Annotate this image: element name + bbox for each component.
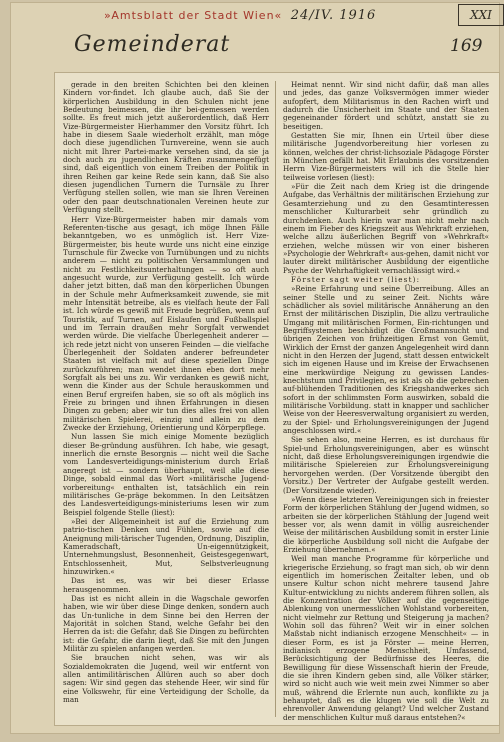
paragraph: Herr Vize-Bürgermeister haben mir damals vom Referenten-tische aus gesagt, ich möge Ihnen Fälle bekanntgeben, wo es unmöglich ist. Herr Vize-Bürgermeister, bis heute wurde uns nicht eine einzige Turnschule für Zwecke von Turnübungen und zu nichts anderem — nicht zu politischen Versammlungen und nicht zu Festlichkeitsunterhaltungen — so oft auch angesucht wurde, zur Verfügung gestellt. Ich würde daher jetzt bitten, daß man den körperlichen Übungen in der Schule mehr Aufmerksamkeit zuwende, sie mit mehr Intensität betreibe, als es vielfach heute der Fall ist. Ich würde es gewiß mit Freude begrüßen, wenn auf Touristik, auf Turnen, auf Eislaufen und Fußballspiel und im Terrain draußen mehr Sorgfalt verwendet werden würde. Die vielfache Überlegenheit anderer — ich rede jetzt nicht von unseren Feinden — die vielfache Überlegenheit der Soldaten anderer befreundeter Staaten ist vielfach mit auf diese speziellen Dinge zurückzuführen; man wendet ihnen eben dort mehr Sorgfalt als bei uns zu. Wir verdanken es gewiß nicht, wenn die Kinder aus der Schule herauskommen und einen Beruf ergreifen haben, sie so oft als möglich ins Freie zu bringen und ihnen Erfahrungen in diesen Dingen zu geben; aber wir tun dies alles frei von allen militärischen Spielerei, einzig und allein zu dem Zwecke der Erziehung, Orientierung und Körperpflege. xyxy=(63,214,269,433)
column-divider xyxy=(275,81,276,717)
paragraph: Das ist es nicht allein in die Wagschale geworfen haben, wie wir über diese Dinge denken, sondern auch das Un-tunliche in dem Sinne bei den Herren der Majorität in solchen Stand, welche Gefahr bei den Herren da ist: die Gefahr, daß Sie Dingen zu befürchten ist: die Gefahr, die darin liegt, daß Sie mit den Jungen Militär zu spielen anfangen werden. xyxy=(63,593,269,654)
archive-sheet xyxy=(10,2,500,734)
source-stamp-text: »Amtsblatt der Stadt Wien« xyxy=(104,9,283,22)
paragraph: Förster sagt weiter (liest): xyxy=(291,274,421,284)
handwritten-date: 24/IV. 1916 xyxy=(290,8,377,23)
source-stamp xyxy=(104,8,424,22)
paragraph: Sie brauchen nicht sehen, was wir als Sozialdemokraten die Jugend, weil wir entfernt von allen antimilitärischen Allüren auch so aber doch sagen: Wir sind gegen das stehende Heer, wir sind für eine Volkswehr, für eine Verteidigung der Scholle, da man xyxy=(63,653,269,705)
paragraph: Weil man manche Programme für körperliche und kriegerische Erziehung, so fragt man sich, ob wir denn eigentlich im homerischen Zeitalter leben, und ob unsere Kultur schon nicht mehrere tausend Jahre Kultur-entwicklung zu nichts anderem führen sollen, als die Konzentration der Völker auf die gegenseitige Ablenkung von unermesslichen Wohlstand vorbereiten, nicht vielmehr zur Rettung und Steigerung ja machen? Wohin soll das führen? Weit wir in einer solchen Maßstab nicht indianisch erzogene Menschheit« — in dieser Form, es ist ja Förster — meine Herren, indianisch erzogene Menschheit, Umfassend, Berücksichtigung der Bedürfnisse des Heeres, die Bewilligung für diese Wissenschaft hierin der Freude, die sie ihren Kindern geben sind, alle Völker stärker, wird so nicht auch wie weit mein zwei Nimmer so aber muß, während die Erlernte nun auch, konflikte zu ja behauptet, daß es die klugen wie soll die Welt zu ehrenvoller Anwendung gelangt? Und welcher Zustand der menschlichen Kultur muß daraus entstehen?« xyxy=(283,554,489,722)
text-column-right xyxy=(283,80,489,722)
handwritten-page-number: 169 xyxy=(450,36,483,56)
archive-number-box: XXI xyxy=(458,4,504,26)
paragraph: Heimat nennt. Wir sind nicht dafür, daß man alles und jedes, das ganze Volksvermögen immer wieder aufopfert, dem Militarismus in den Rachen wirft und dadurch die Unsicherheit im Staate und der Staaten gegeneinander fördert und schützt, anstatt sie zu beseitigen. xyxy=(283,80,489,131)
text-column-left xyxy=(63,81,269,717)
quote-paragraph: »Bei der Allgemeinheit ist auf die Erziehung zum patrio-tischen Denken und Fühlen, sowie auf die Aneignung mili-tärischer Tugenden, Ordnung, Disziplin, Kameradschaft, Un-eigennützigkeit, Unternehmungslust, Besonnenheit, Geistesgegenwart, Entschlossenheit, Mut, Selbstverleugnung hinzuwirken.« xyxy=(63,516,269,576)
paragraph: Das ist es, was wir bei dieser Erlasse herausgenommen. xyxy=(63,576,269,594)
paragraph: Gestatten Sie mir, Ihnen ein Urteil über diese militärische Jugendvorbereitung hier vorlesen zu können, welches der christ-lichsoziale Pädagoge Förster in München gefällt hat. Mit Erlaubnis des vorsitzenden Herrn Vize-Bürgermeisters will ich die Stelle hier teilweise vorlesen (liest): xyxy=(283,131,489,182)
handwritten-title: Gemeinderat xyxy=(74,32,231,57)
paragraph: Sie sehen also, meine Herren, es ist durchaus für Spiel-und Erholungsvereinigungen, aber es wünscht nicht, daß diese Erholungsvereinigungen irgendwie die militärische Spielereien zur Erholungsvereinigung hervorgehen werden. (Der Vorsitzende übergibt den Vorsitz.) Der Vertreter der Aufgabe gestellt werden. (Der Vorsitzende wieder). xyxy=(283,435,489,495)
paragraph: Nun lassen Sie mich einige Momente bezüglich dieser Be-gründung ausführen. Ich habe, wie gesagt, innerlich die ernste Besorgnis — nicht weil die Sache vom Landesverteidigungs-ministerium durch Erlaß angeregt ist — sondern überhaupt, weil alle diese Dinge, sobald einmal das Wort »militärische Jugend-vorbereitung« enthalten ist, tatsächlich ein rein militärisches Ge-präge bekommen. In den Leitsätzen des Landesverteidigungs-ministeriums lesen wir zum Beispiel folgende Stelle (liest): xyxy=(63,432,269,517)
quote-paragraph: »Reine Erfahrung und seine Überreibung. Alles an seiner Stelle und zu seiner Zeit. Nichts wäre schädlicher als soviel militärische Annäherung an den Ernst der militärischen Disziplin, Die allzu vertrauliche Umgang mit militärischen Formen, Ein-richtungen und Begriffsystemen beschädigt die Großmannsucht und übrigen Zeichen von frühzeitigen Ernst von Gemüt, Wirklich der Ernst der ganzen Angelegenheit wird dann nicht in den Herzen der Jugend, statt dessen entwickelt sich im eigenen Hause und im Kreise der Erwachsenen eine merkwürdige Neigung zu gewissen Landes-knechtstum und Privilegien, es ist als ob die gebrechen auf-blühenden Traditionen des Kriegshandwerkes sich sofort in der schlimmsten Form auswirken, sobald die militärische Vorbildung. statt in knapper und sachlicher Weise von der Heeresverwaltung organisiert zu werden, zu der Spiel- und Erholungsvereinigungen der Jugend angeschlossen wird.« xyxy=(283,284,489,436)
paragraph: gerade in den breiten Schichten bei den kleinen Kindern vor-findet. Ich glaube auch, daß Sie der körperlichen Ausbildung in den Schulen nicht jene Bedeutung beimessen, die ihr bei-gemessen werden sollte. Es freut mich jetzt außerordentlich, daß Herr Vize-Bürgermeister Hierhammer den Vorsitz führt. Ich habe in diesem Saale wiederholt erzählt, man möge doch diese jugendlichen Turnvereine, wenn sie auch nicht mit Ihrer Partei-marke versehen sind, da sie ja doch auch zu jugendlichen Kräften zusammengefügt sind, daß eigentlich von einem Treiben der Politik in ihren Reihen gar keine Rede sein kann, daß Sie also diesen jugendlichen Turnern die Turnsäle zu Ihrer Verfügung stellen sollen, wie man sie Ihren Vereinen oder den paar deutschnationalen Vereinen heute zur Verfügung stellt. xyxy=(63,80,269,215)
quote-paragraph: »Für die Zeit nach dem Krieg ist die dringende Aufgabe, das Verhältnis der militärischen Erziehung zur Gesamterziehung und zu den Gesamtinteressen menschlicher Kulturarbeit sehr gründlich zu durchdenken. Auch hierin war man nicht mehr nach einem im Fieber des Kriegszeit aus Wehrkraft erziehen, welche allzu äußerlichen Begriff von »Wehrkraft« erziehen, welche müssen wir von einer bisheren »Psychologie der Wehrkraft« aus-gehen, damit nicht vor lauter direkt militärischer Ausbildung der eigentliche Psyche der Wehrhaftigkeit vernachlässigt wird.« xyxy=(283,182,489,275)
quote-paragraph: »Wenn diese letzteren Vereinigungen sich in freiester Form der körperlichen Stählung der Jugend widmen, so arbeiten sie der körperlichen Stählung der Jugend weit besser vor, als wenn damit in völlig ausreichender Weise der militärischen Ausbildung somit in erster Linie die körperliche Ausbildung soll nicht die Aufgabe der Erziehung übernehmen.« xyxy=(283,494,489,554)
newspaper-clipping xyxy=(54,72,500,726)
